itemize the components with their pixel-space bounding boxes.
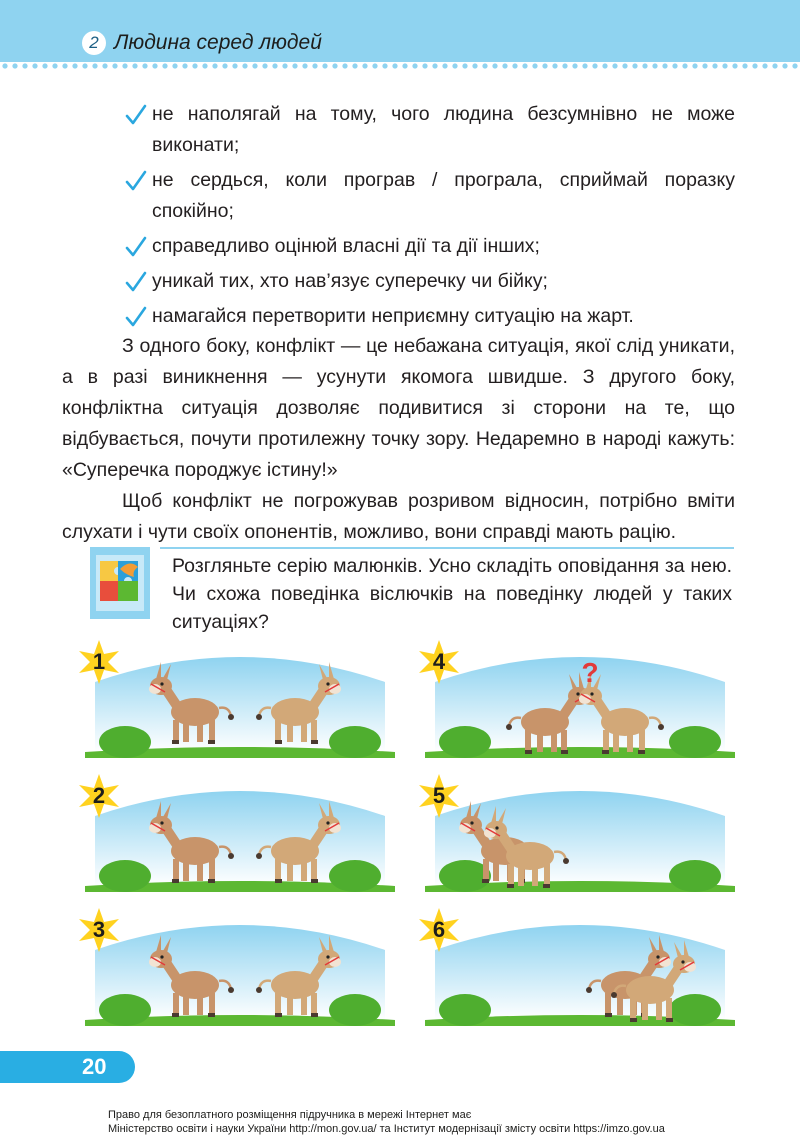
task-text: Розгляньте серію малюнків. Усно складіть оповідання за нею. Чи схожа поведінка віслючків на поведінку людей у таких ситуаціях? <box>172 555 732 633</box>
panel-number: 3 <box>92 917 106 942</box>
list-item-text: намагайся перетворити неприємну ситуацію на жарт. <box>152 305 634 327</box>
list-item-text: не наполягай на тому, чого людина безсумнівно не може виконати; <box>152 103 735 156</box>
list-item <box>125 266 735 297</box>
task-divider <box>160 547 734 549</box>
page-number-tab <box>0 1051 135 1083</box>
story-panel-1 <box>85 642 395 762</box>
puzzle-icon <box>90 547 150 619</box>
paragraph-conflict: З одного боку, конфлікт — це небажана ситуація, якої слід уникати, а в разі виникнення — усунути якомога швидше. З другого боку, конфліктна ситуація дозволяє подивитися зі сторони на те, що відбувається, почути протилежну точку зору. Недаремно в народі кажуть: «Суперечка породжує істину!» <box>62 335 735 481</box>
story-panel-6 <box>425 910 735 1030</box>
checkmark-icon <box>125 236 147 258</box>
chapter-title: Людина серед людей <box>114 31 322 54</box>
list-item <box>125 99 735 161</box>
footer-note <box>108 1108 665 1136</box>
header-dots-border <box>0 62 800 70</box>
list-item <box>125 165 735 227</box>
rules-list <box>125 99 735 336</box>
panel-number: 6 <box>432 917 446 942</box>
checkmark-icon <box>125 306 147 328</box>
list-item-text: справедливо оцінюй власні дії та дії інших; <box>152 235 540 257</box>
panel-number: 2 <box>92 783 106 808</box>
list-item-text: не сердься, коли програв / програла, сприймай поразку спокійно; <box>152 169 735 222</box>
footer-line: Право для безоплатного розміщення підручника в мережі Інтернет має <box>108 1109 472 1121</box>
svg-text:?: ? <box>581 657 599 688</box>
panel-number: 4 <box>432 649 446 674</box>
panel-number: 1 <box>92 649 106 674</box>
story-panel-4 <box>425 642 735 762</box>
story-panel-2 <box>85 776 395 896</box>
checkmark-icon <box>125 104 147 126</box>
panel-number: 5 <box>432 783 446 808</box>
chapter-number-badge: 2 <box>82 31 106 55</box>
checkmark-icon <box>125 170 147 192</box>
list-item <box>125 301 735 332</box>
paragraph-opponents: Щоб конфлікт не погрожував розривом відносин, потрібно вміти слухати і чути своїх опонентів, можливо, вони справді мають рацію. <box>62 490 735 543</box>
story-panel-3 <box>85 910 395 1030</box>
story-panel-5 <box>425 776 735 896</box>
page-number: 20 <box>82 1054 107 1079</box>
checkmark-icon <box>125 271 147 293</box>
list-item <box>125 231 735 262</box>
footer-line: Міністерство освіти і науки України http://mon.gov.ua/ та Інститут модернізації змісту освіти https://imzo.gov.ua <box>108 1123 665 1135</box>
list-item-text: уникай тих, хто нав’язує суперечку чи бійку; <box>152 270 548 292</box>
